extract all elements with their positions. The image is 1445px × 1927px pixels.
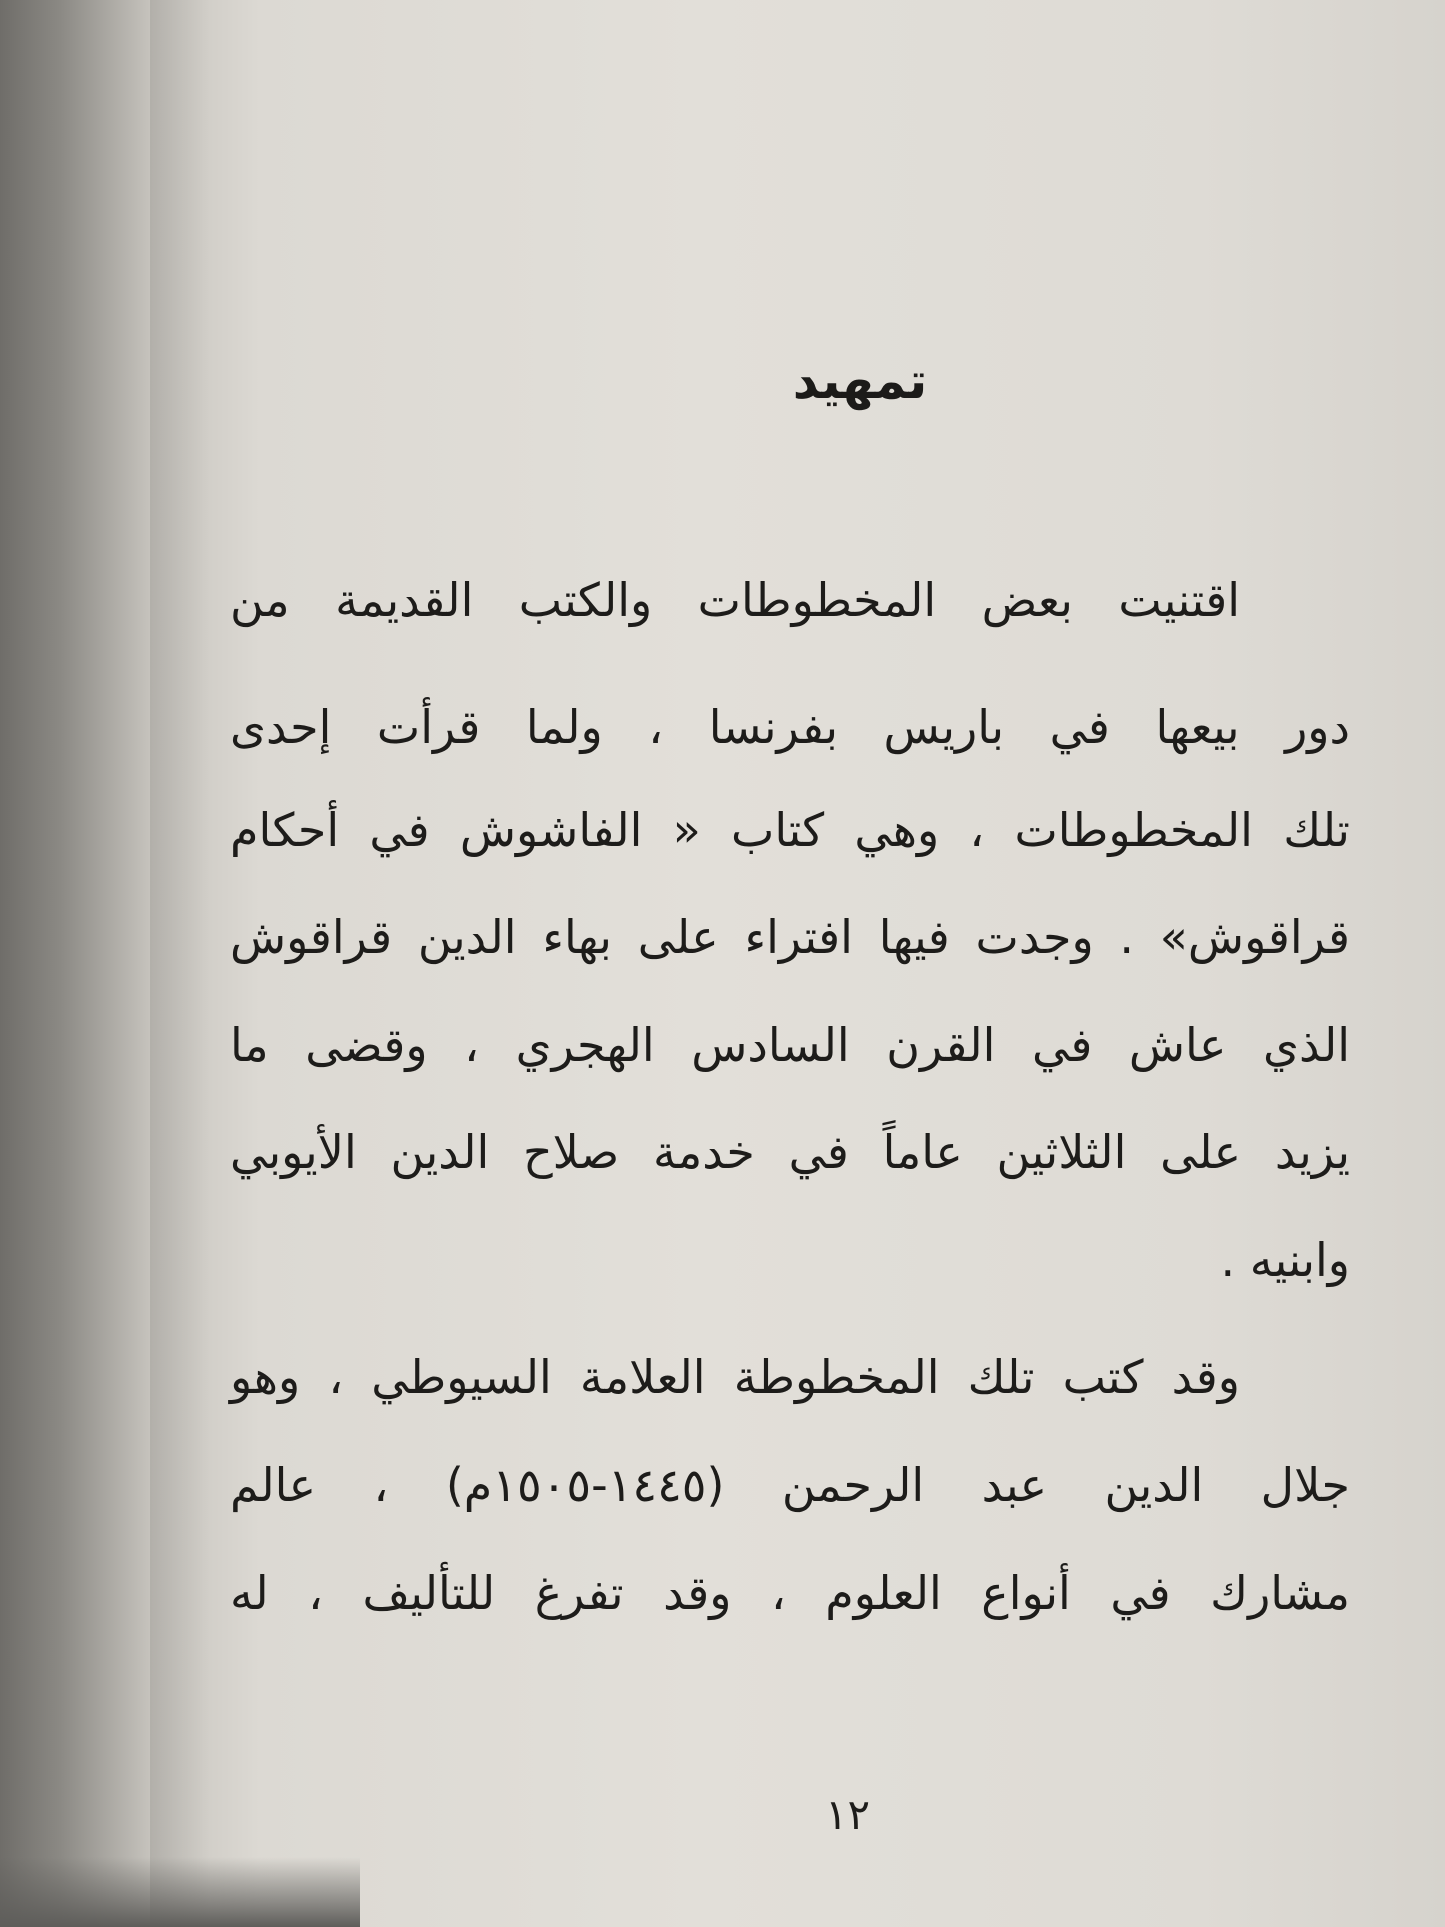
text-line: تلك المخطوطات ، وهي كتاب « الفاشوش في أحكام xyxy=(230,803,1350,857)
page-number: ١٢ xyxy=(824,1790,871,1839)
text-line: مشارك في أنواع العلوم ، وقد تفرغ للتأليف ، له xyxy=(230,1566,1350,1620)
text-line: جلال الدين عبد الرحمن (١٤٤٥-١٥٠٥م) ، عالم xyxy=(230,1458,1350,1512)
text-line: الذي عاش في القرن السادس الهجري ، وقضى ما xyxy=(230,1018,1350,1072)
text-line: اقتنيت بعض المخطوطات والكتب القديمة من xyxy=(230,573,1240,627)
text-line: يزيد على الثلاثين عاماً في خدمة صلاح الدين الأيوبي xyxy=(230,1125,1350,1179)
text-line: قراقوش» . وجدت فيها افتراء على بهاء الدين قراقوش xyxy=(230,910,1350,964)
text-line: وابنيه . xyxy=(1220,1233,1350,1287)
book-page xyxy=(180,0,1445,1927)
chapter-heading: تمهيد xyxy=(792,352,928,410)
text-line: دور بيعها في باريس بفرنسا ، ولما قرأت إحدى xyxy=(230,700,1350,754)
text-line: وقد كتب تلك المخطوطة العلامة السيوطي ، وهو xyxy=(230,1350,1240,1404)
